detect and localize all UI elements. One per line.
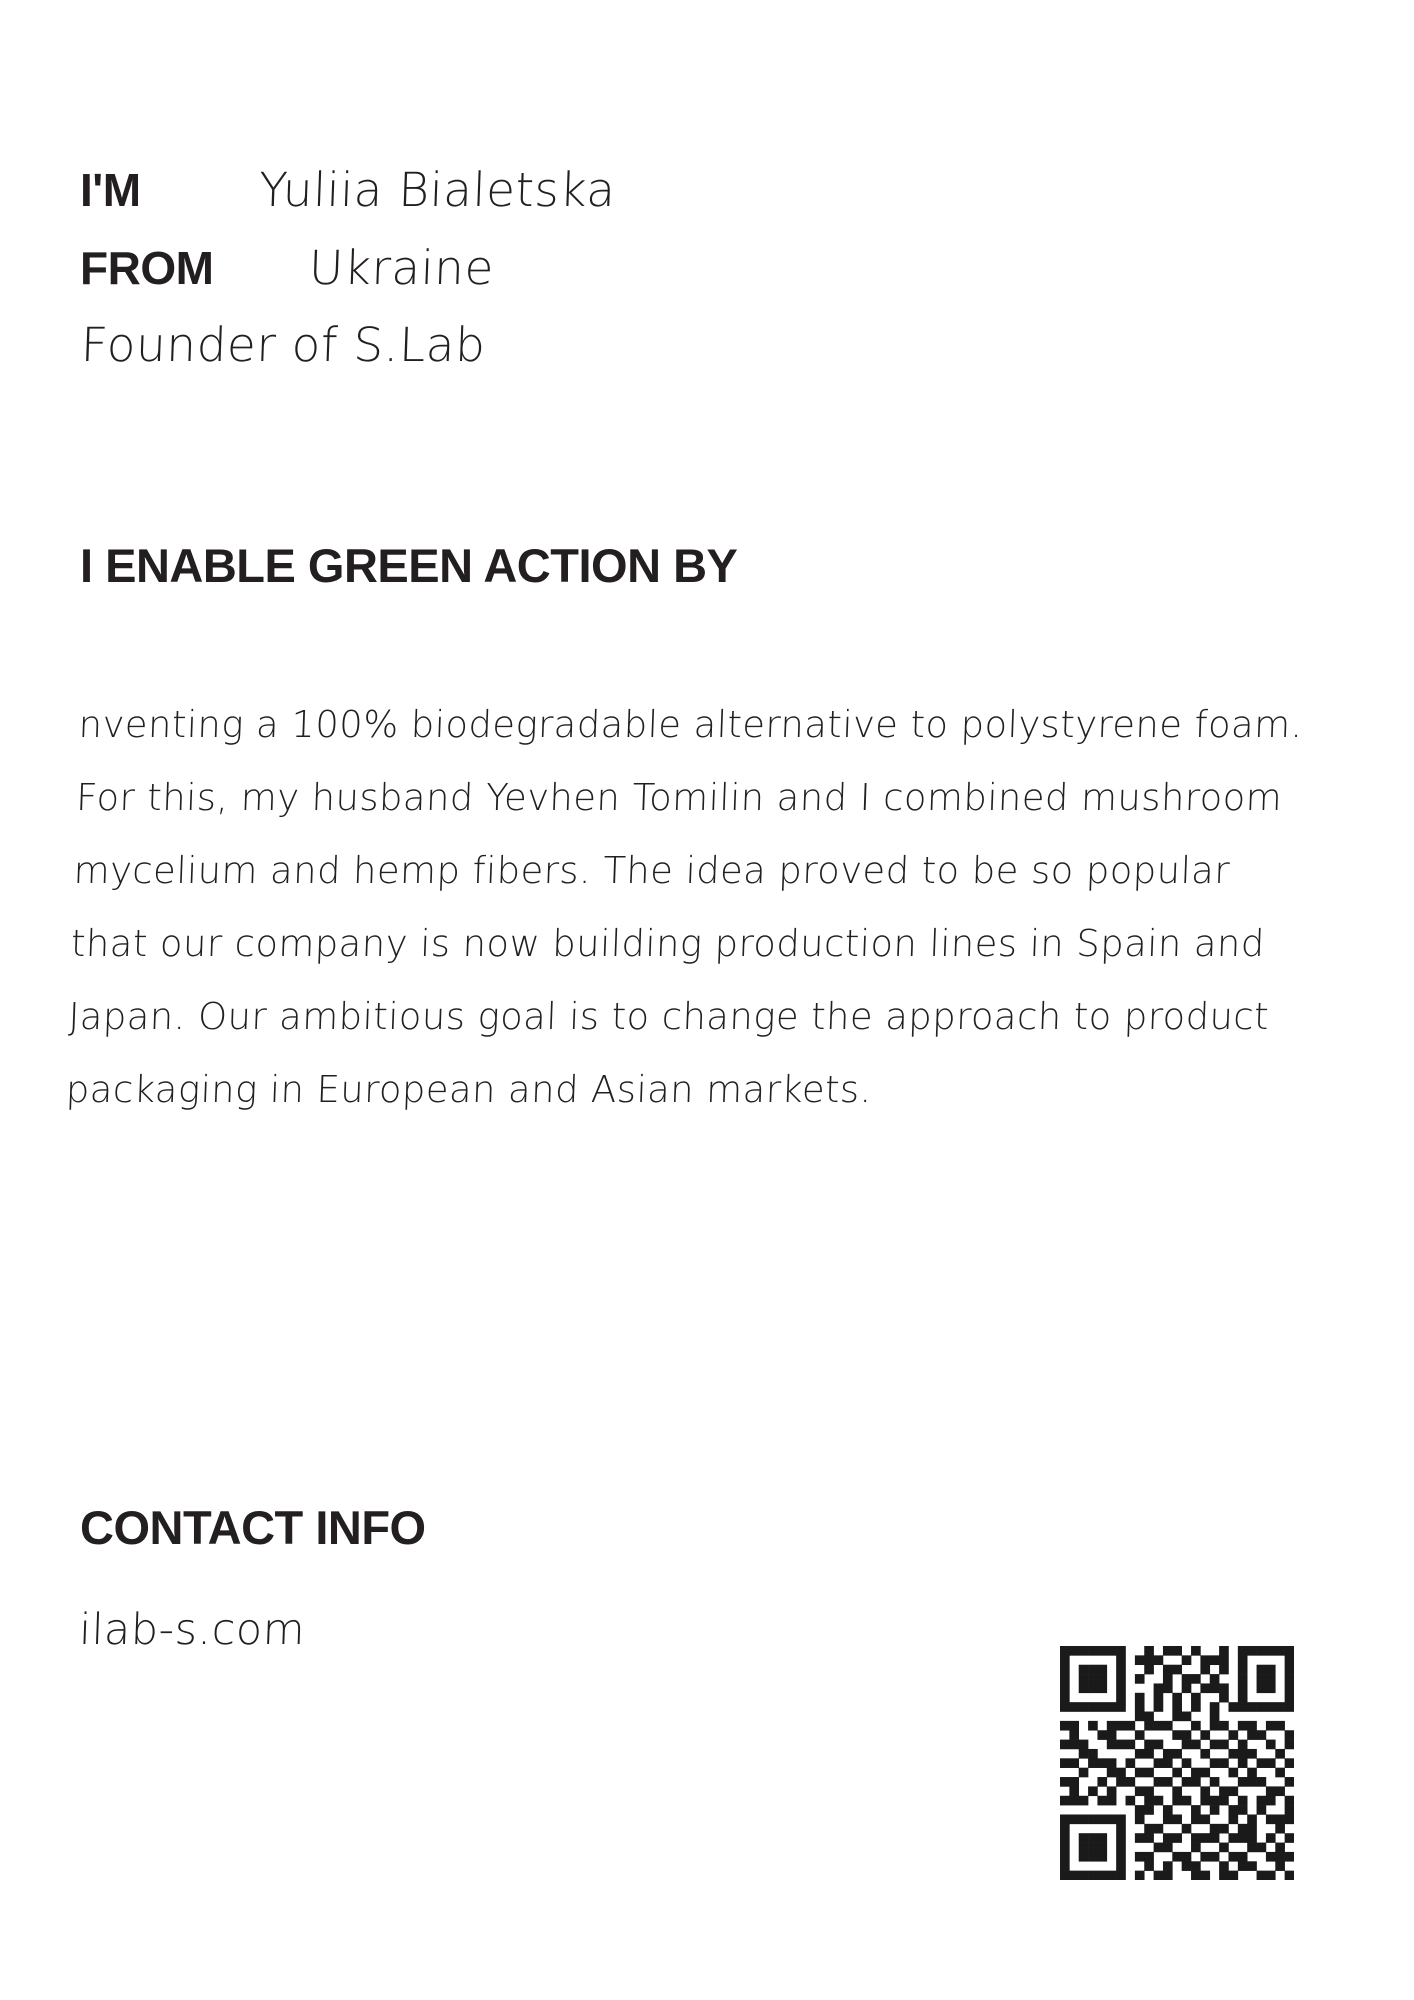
im-label: I'M	[80, 164, 141, 216]
role-title: Founder of S.Lab	[79, 318, 487, 374]
identity-block	[80, 165, 1330, 372]
from-label: FROM	[80, 241, 214, 294]
name-row	[80, 165, 1330, 217]
country-value: Ukraine	[307, 240, 495, 296]
enable-green-action-heading: I ENABLE GREEN ACTION BY	[80, 539, 738, 592]
country-row	[80, 240, 1330, 296]
qr-code[interactable]	[1060, 1646, 1294, 1880]
description-paragraph: nventing a 100% biodegradable alternative to polystyrene foam. For this, my husband Yevhen Tomilin and I combined mushroom mycelium and hemp fibers. The idea proved to be so popular that our company is now building production lines in Spain and Japan. Our ambitious goal is to change the approach to product packaging in European and Asian markets.	[65, 703, 1304, 1111]
person-name: Yuliia Bialetska	[257, 163, 617, 218]
contact-info-heading: CONTACT INFO	[80, 1501, 426, 1554]
contact-website-link[interactable]: ilab-s.com	[78, 1605, 306, 1655]
